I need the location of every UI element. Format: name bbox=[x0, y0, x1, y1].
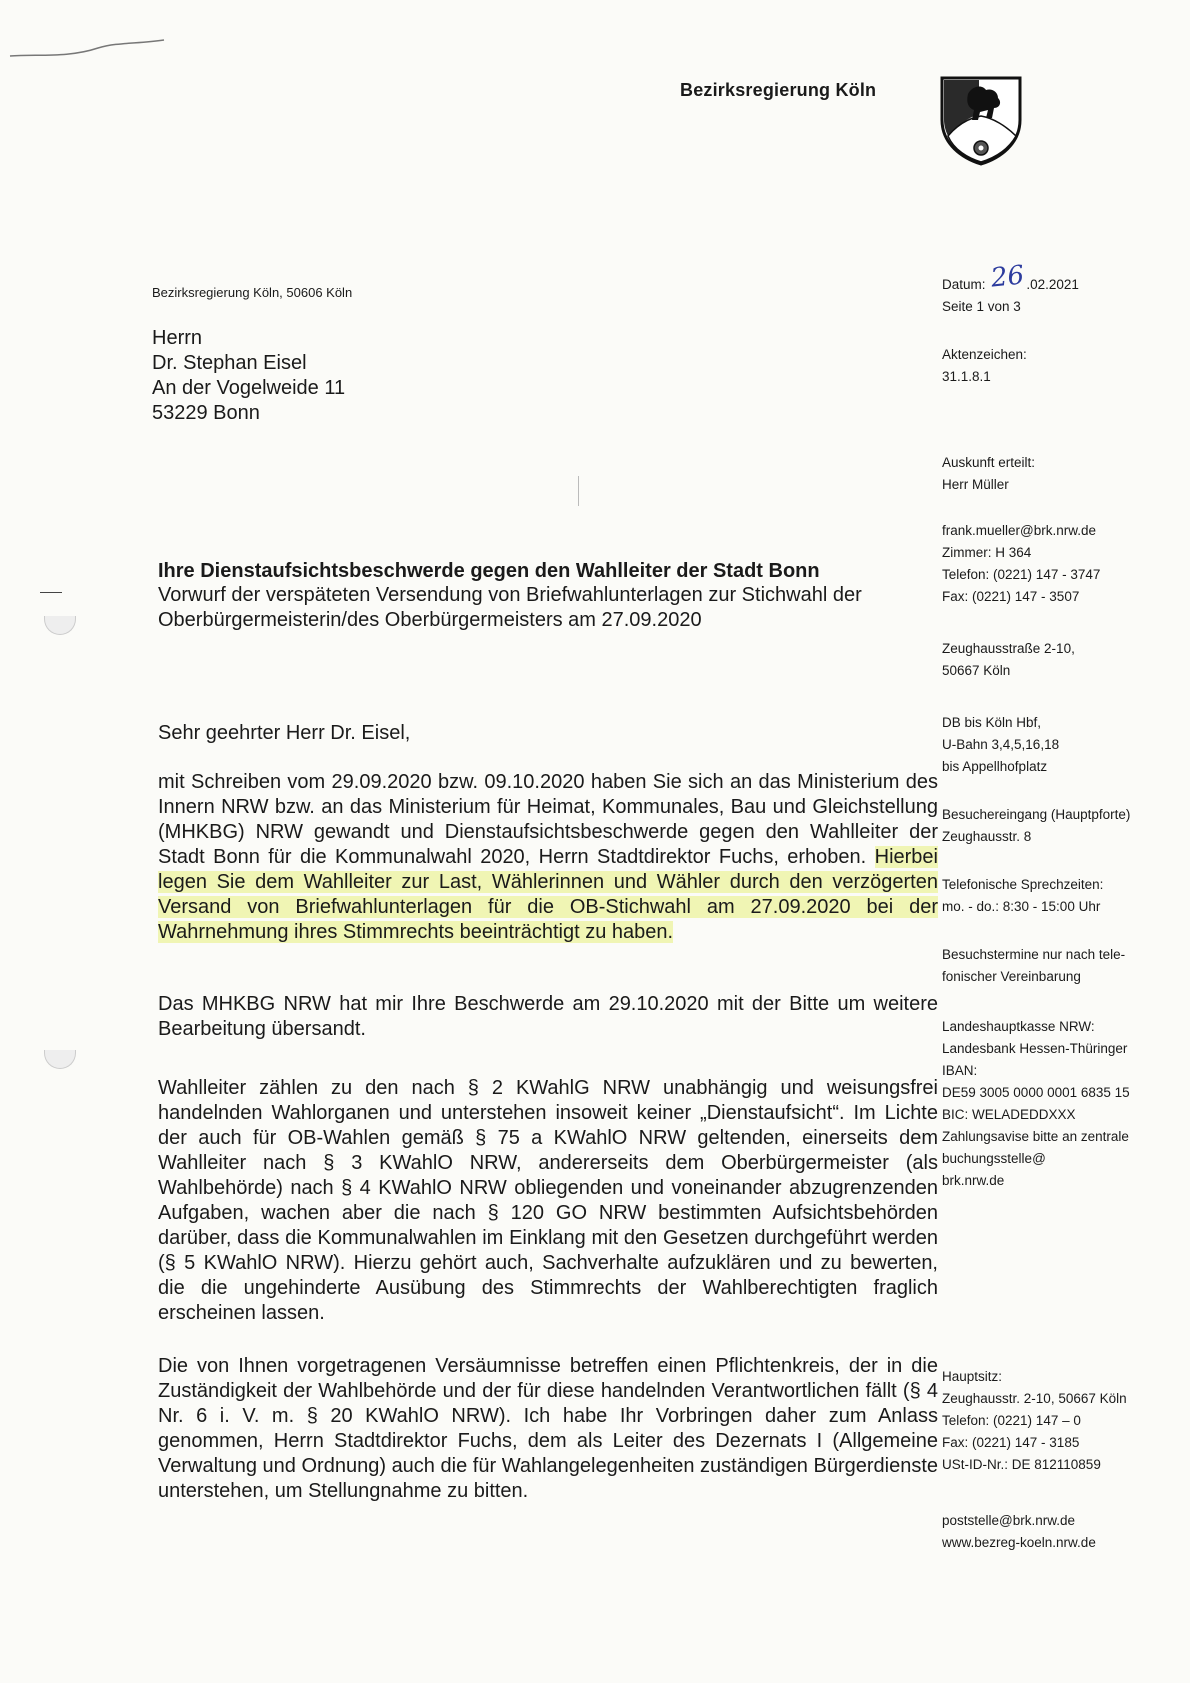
authority-name: Bezirksregierung Köln bbox=[680, 80, 877, 100]
punch-hole-top bbox=[44, 616, 76, 635]
visits-line-1: Besuchstermine nur nach tele- bbox=[942, 947, 1126, 962]
page-count: Seite 1 von 3 bbox=[942, 299, 1021, 314]
contact-fax: Fax: (0221) 147 - 3507 bbox=[942, 589, 1080, 604]
mail-address: poststelle@brk.nrw.de bbox=[942, 1513, 1076, 1528]
paragraph-4: Die von Ihnen vorgetragenen Versäumnisse betreffen einen Pflichtenkreis, der in die Zuständigkeit der Wahlbehörde und der für diese handelnden Verantwortlichen fällt (§ 4 Nr. 6 i. V. m. § 20 KWahlO NRW). Ich habe Ihr Vorbringen daher zum Anlass genommen, Herrn Stadtdirektor Fuchs, dem als Leiter des Dezernats I (Allgemeine Verwaltung und Ordnung) auch die für Wahlangelegenheiten zuständigen Bürgerdienste unterstehen, um Stellungnahme zu bitten. bbox=[158, 1355, 938, 1502]
paragraph-1-text: mit Schreiben vom 29.09.2020 bzw. 09.10.2020 haben Sie sich an das Ministerium des Innern NRW bzw. an das Ministerium für Heimat, Kommunales, Bau und Gleichstellung (MHKBG) NRW gewandt und Dienstaufsichtsbeschwerde gegen den Wahlleiter der Stadt Bonn für die Kommunalwahl 2020, Herrn Stadtdirektor Fuchs, erhoben. bbox=[158, 771, 938, 868]
contact-details bbox=[942, 520, 1100, 608]
website: www.bezreg-koeln.nrw.de bbox=[942, 1535, 1096, 1550]
paragraph-3: Wahlleiter zählen zu den nach § 2 KWahlG NRW unabhängig und weisungsfrei handelnden Wahlorganen und unterstehen insoweit keiner „Dienstaufsicht“. Im Lichte der auch für OB-Wahlen gemäß § 75 a KWahlO NRW geltenden, einerseits dem Wahlleiter nach § 3 KWahlO NRW, andererseits dem Oberbürgermeister (als Wahlbehörde) nach § 4 KWahlO NRW obliegenden und voneinander abzugrenzenden Aufgaben, wachen aber die nach § 120 GO NRW bestimmten Aufsichtsbehörden darüber, dass die Kommunalwahlen im Einklang mit den Gesetzen durchgeführt werden (§ 5 KWahlO NRW). Hierzu gehört auch, Sachverhalte aufzuklären und zu bewerten, die die ungehinderte Ausübung des Stimmrechts der Wahlberechtigten fraglich erscheinen lassen. bbox=[158, 1077, 938, 1324]
sender-return-address: Bezirksregierung Köln, 50606 Köln bbox=[152, 285, 353, 300]
bank-name: Landesbank Hessen-Thüringer bbox=[942, 1041, 1128, 1056]
bank-label: Landeshauptkasse NRW: bbox=[942, 1019, 1095, 1034]
date-rest: .02.2021 bbox=[1026, 277, 1079, 292]
transit-info bbox=[942, 712, 1059, 778]
office-street: Zeughausstraße 2-10, bbox=[942, 641, 1075, 656]
date-block bbox=[942, 260, 1079, 318]
salutation: Sehr geehrter Herr Dr. Eisel, bbox=[158, 722, 411, 744]
phone-hours bbox=[942, 874, 1103, 918]
nrw-coat-of-arms-icon bbox=[938, 74, 1024, 166]
advice-line-2: buchungsstelle@ bbox=[942, 1151, 1046, 1166]
scan-line bbox=[578, 476, 579, 506]
headquarters bbox=[942, 1366, 1127, 1476]
web-contact bbox=[942, 1510, 1096, 1554]
info-person: Herr Müller bbox=[942, 477, 1009, 492]
vat-id: USt-ID-Nr.: DE 812110859 bbox=[942, 1457, 1101, 1472]
hours-label: Telefonische Sprechzeiten: bbox=[942, 877, 1104, 892]
recipient-city: 53229 Bonn bbox=[152, 402, 260, 424]
visit-appointments bbox=[942, 944, 1125, 988]
visitor-entrance bbox=[942, 804, 1130, 848]
subject-line-2: Oberbürgermeisterin/des Oberbürgermeisters am 27.09.2020 bbox=[158, 609, 702, 631]
transit-line-1: DB bis Köln Hbf, bbox=[942, 715, 1042, 730]
file-reference bbox=[942, 344, 1027, 388]
advice-line-1: Zahlungsavise bitte an zentrale bbox=[942, 1129, 1129, 1144]
file-label: Aktenzeichen: bbox=[942, 347, 1027, 362]
entrance-line-2: Zeughausstr. 8 bbox=[942, 829, 1032, 844]
bank-details bbox=[942, 1016, 1130, 1192]
recipient-address bbox=[152, 326, 345, 426]
subject-block bbox=[158, 560, 928, 633]
office-city: 50667 Köln bbox=[942, 663, 1011, 678]
hq-address: Zeughausstr. 2-10, 50667 Köln bbox=[942, 1391, 1127, 1406]
recipient-name: Dr. Stephan Eisel bbox=[152, 352, 307, 374]
contact-phone: Telefon: (0221) 147 - 3747 bbox=[942, 567, 1101, 582]
contact-person bbox=[942, 452, 1035, 496]
entrance-line-1: Besuchereingang (Hauptpforte) bbox=[942, 807, 1131, 822]
paragraph-1 bbox=[158, 770, 938, 945]
hq-phone: Telefon: (0221) 147 – 0 bbox=[942, 1413, 1081, 1428]
fold-mark bbox=[40, 592, 62, 593]
hq-label: Hauptsitz: bbox=[942, 1369, 1003, 1384]
contact-room: Zimmer: H 364 bbox=[942, 545, 1032, 560]
date-label: Datum: bbox=[942, 277, 986, 292]
info-label: Auskunft erteilt: bbox=[942, 455, 1036, 470]
transit-line-3: bis Appellhofplatz bbox=[942, 759, 1048, 774]
iban-value: DE59 3005 0000 0001 6835 15 bbox=[942, 1085, 1130, 1100]
file-number: 31.1.8.1 bbox=[942, 369, 991, 384]
subject-line-1: Vorwurf der verspäteten Versendung von Briefwahlunterlagen zur Stichwahl der bbox=[158, 584, 862, 606]
visits-line-2: fonischer Vereinbarung bbox=[942, 969, 1081, 984]
hours-value: mo. - do.: 8:30 - 15:00 Uhr bbox=[942, 899, 1101, 914]
hq-fax: Fax: (0221) 147 - 3185 bbox=[942, 1435, 1080, 1450]
advice-line-3: brk.nrw.de bbox=[942, 1173, 1005, 1188]
date-handwritten-day: 26 bbox=[989, 260, 1026, 294]
recipient-street: An der Vogelweide 11 bbox=[152, 377, 346, 399]
subject-title: Ihre Dienstaufsichtsbeschwerde gegen den Wahlleiter der Stadt Bonn bbox=[158, 560, 820, 582]
paragraph-1-highlighted-text: Hierbei legen Sie dem Wahlleiter zur Last, Wählerinnen und Wähler durch den verzögerten Versand von Briefwahlunterlagen für die OB-Stichwahl am 27.09.2020 bei der Wahrnehmung ihres Stimmrechts beeinträchtigt zu haben. bbox=[158, 846, 938, 943]
pen-scribble bbox=[8, 38, 168, 62]
recipient-title: Herrn bbox=[152, 327, 203, 349]
bic-value: BIC: WELADEDDXXX bbox=[942, 1107, 1076, 1122]
paragraph-2: Das MHKBG NRW hat mir Ihre Beschwerde am 29.10.2020 mit der Bitte um weitere Bearbeitung übersandt. bbox=[158, 993, 938, 1040]
iban-label: IBAN: bbox=[942, 1063, 978, 1078]
transit-line-2: U-Bahn 3,4,5,16,18 bbox=[942, 737, 1060, 752]
contact-email: frank.mueller@brk.nrw.de bbox=[942, 523, 1097, 538]
office-address bbox=[942, 638, 1075, 682]
punch-hole-middle bbox=[44, 1050, 76, 1069]
